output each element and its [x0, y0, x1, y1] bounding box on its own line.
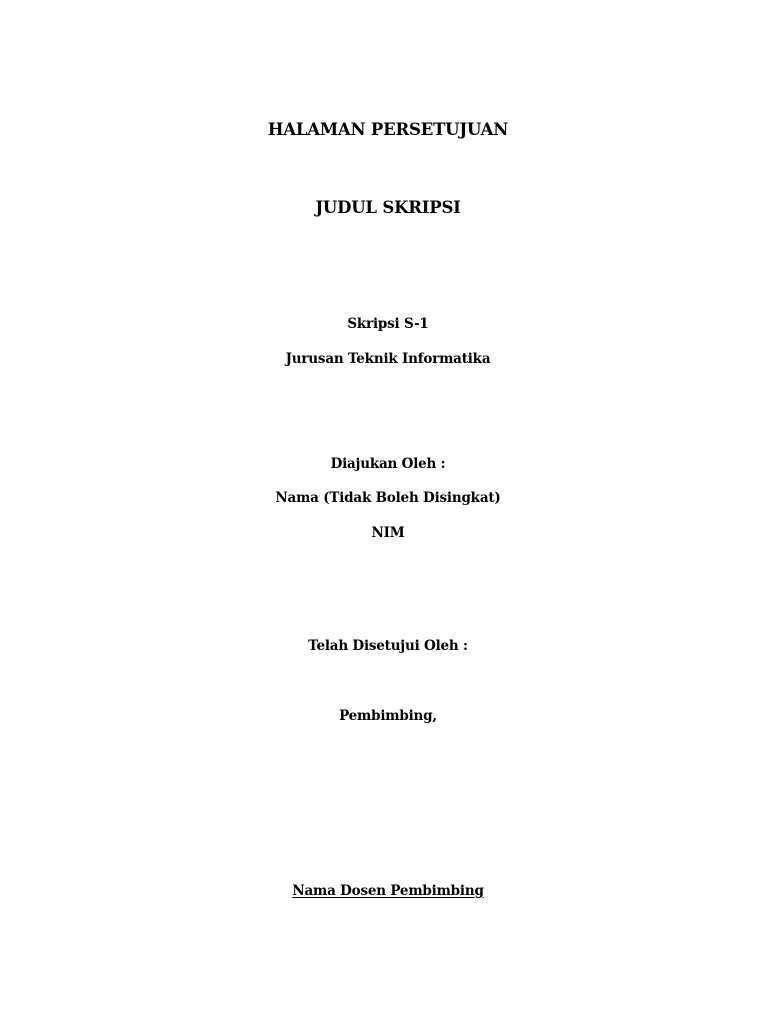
supervisor-name: [4, 883, 768, 899]
degree-label: Skripsi S-1: [347, 316, 429, 332]
approved-by-label: Telah Disetujui Oleh :: [308, 638, 468, 654]
student-id: NIM: [371, 525, 405, 541]
department-label: Jurusan Teknik Informatika: [285, 351, 491, 367]
page-title: HALAMAN PERSETUJUAN: [267, 120, 509, 139]
supervisor-name-text: Nama Dosen Pembimbing: [292, 883, 484, 899]
supervisor-label: Pembimbing,: [339, 708, 437, 724]
submitted-by-label: Diajukan Oleh :: [330, 456, 446, 472]
thesis-title: JUDUL SKRIPSI: [315, 198, 461, 217]
student-name: Nama (Tidak Boleh Disingkat): [275, 490, 501, 506]
